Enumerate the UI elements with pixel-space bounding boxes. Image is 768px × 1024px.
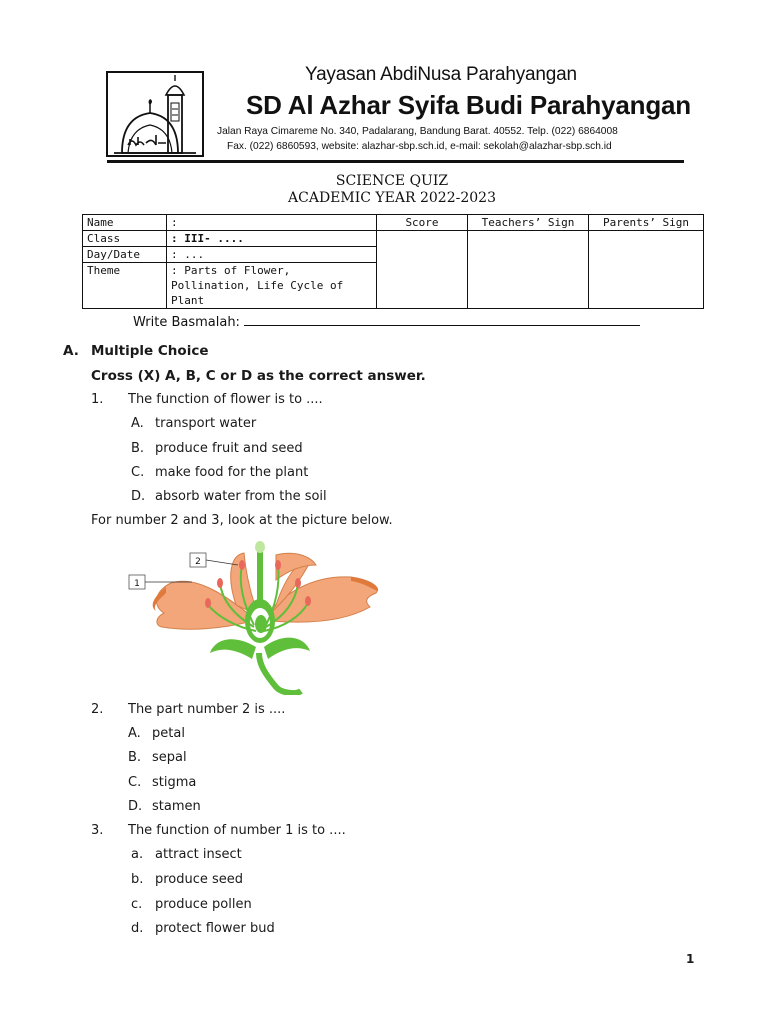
school-name: SD Al Azhar Syifa Budi Parahyangan [246,90,691,120]
section-instruction: Cross (X) A, B, C or D as the correct answer. [91,368,426,384]
flower-diagram [126,535,384,695]
student-info-table [82,214,704,309]
page-number: 1 [686,952,695,966]
teachers-sign-cell[interactable] [468,231,589,309]
parents-sign-header: Parents’ Sign [589,215,704,231]
question-2-option-b[interactable] [128,750,187,765]
section-letter: A. [63,343,79,359]
option-text: petal [152,726,185,741]
option-text: absorb water from the soil [155,489,327,504]
figure-label-2: 2 [195,557,201,567]
option-letter: C. [128,775,142,790]
name-field[interactable]: : [167,215,377,231]
question-number: 3. [91,823,104,838]
school-address: Jalan Raya Cimareme No. 340, Padalarang, Bandung Barat. 40552. Telp. (022) 6864008 [217,126,618,137]
question-3 [91,823,346,838]
option-letter: C. [131,465,145,480]
question-2-option-d[interactable] [128,799,201,814]
option-letter: B. [131,441,145,456]
basmalah-row [133,314,640,330]
option-letter: B. [128,750,142,765]
option-text: protect flower bud [155,921,275,936]
class-field[interactable]: : III- .... [167,231,377,247]
question-text: The part number 2 is .... [128,702,286,717]
date-field[interactable]: : ... [167,247,377,263]
question-1-option-d[interactable] [131,489,327,504]
option-letter: c. [131,897,143,912]
option-letter: D. [128,799,143,814]
option-text: stamen [152,799,201,814]
question-text: The function of flower is to .... [128,392,323,407]
option-letter: b. [131,872,144,887]
question-2 [91,702,285,717]
school-logo [106,71,204,157]
question-number: 1. [91,392,104,407]
theme-label: Theme [83,263,167,309]
question-2-option-c[interactable] [128,775,196,790]
section-heading [63,343,208,359]
score-cell[interactable] [377,231,468,309]
option-text: make food for the plant [155,465,309,480]
option-text: produce pollen [155,897,252,912]
score-header: Score [377,215,468,231]
option-letter: A. [128,726,141,741]
option-text: stigma [152,775,197,790]
academic-year: ACADEMIC YEAR 2022-2023 [288,190,496,206]
quiz-title: SCIENCE QUIZ [335,173,449,189]
question-3-option-d[interactable] [131,921,275,936]
parents-sign-cell[interactable] [589,231,704,309]
theme-value: : Parts of Flower, Pollination, Life Cycle of Plant [167,263,377,309]
option-text: produce fruit and seed [155,441,303,456]
option-letter: A. [131,416,144,431]
question-3-option-a[interactable] [131,847,242,862]
question-1-option-b[interactable] [131,441,303,456]
question-1-option-a[interactable] [131,416,256,431]
option-text: attract insect [155,847,242,862]
teachers-sign-header: Teachers’ Sign [468,215,589,231]
option-letter: a. [131,847,144,862]
question-1-option-c[interactable] [131,465,308,480]
question-1 [91,392,323,407]
question-number: 2. [91,702,104,717]
option-text: sepal [152,750,187,765]
option-letter: d. [131,921,144,936]
school-contact: Fax. (022) 6860593, website: alazhar-sbp.sch.id, e-mail: sekolah@alazhar-sbp.sch.id [227,141,612,152]
question-3-option-c[interactable] [131,897,252,912]
basmalah-answer-line[interactable] [244,314,640,326]
date-label: Day/Date [83,247,167,263]
option-text: transport water [155,416,257,431]
figure-label-1: 1 [134,579,140,589]
class-label: Class [83,231,167,247]
question-text: The function of number 1 is to .... [128,823,346,838]
foundation-name: Yayasan AbdiNusa Parahyangan [305,64,577,85]
name-label: Name [83,215,167,231]
figure-instruction: For number 2 and 3, look at the picture below. [91,513,393,528]
question-2-option-a[interactable] [128,726,185,741]
question-3-option-b[interactable] [131,872,243,887]
basmalah-label: Write Basmalah: [133,315,240,330]
letterhead-divider [107,160,684,163]
option-letter: D. [131,489,146,504]
section-title: Multiple Choice [91,343,209,359]
option-text: produce seed [155,872,244,887]
